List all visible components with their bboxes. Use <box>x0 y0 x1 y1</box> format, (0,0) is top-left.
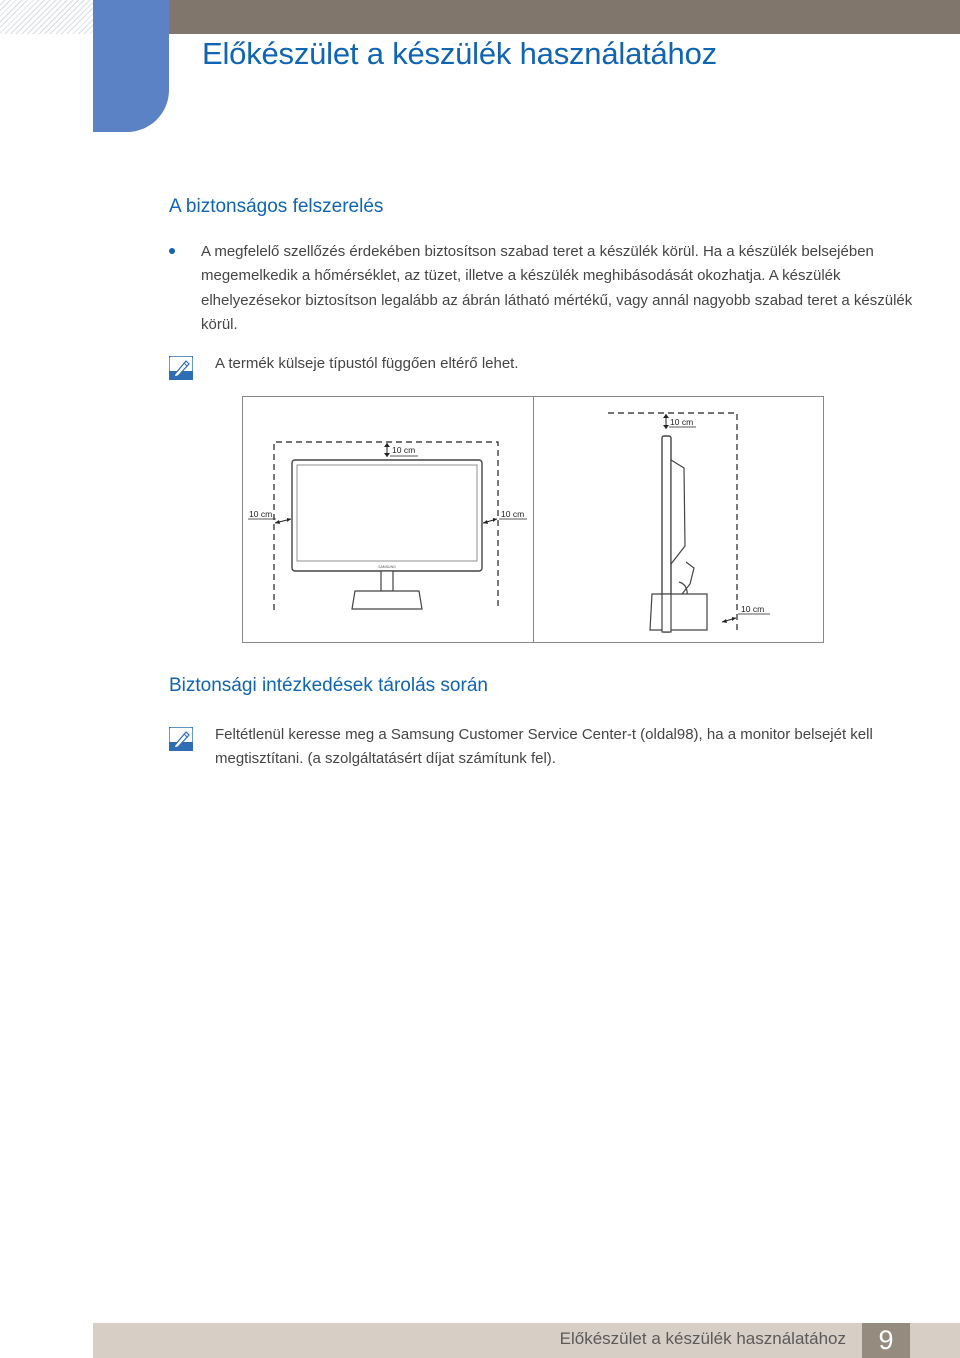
footer-title: Előkészület a készülék használatához <box>559 1329 846 1348</box>
clearance-diagram <box>242 396 824 644</box>
panel-bottom <box>662 594 671 632</box>
note-icon <box>169 727 193 751</box>
front-top-label: 10 cm <box>392 445 416 455</box>
monitor-screen <box>297 465 477 561</box>
note-text-service-center: Feltétlenül keresse meg a Samsung Customer Service Center-t (oldal98), ha a monitor belsejét kell megtisztítani. (a szolgáltatásért díjat számítunk fel). <box>215 726 873 767</box>
monitor-back-housing <box>671 460 685 564</box>
note-icon <box>169 356 193 380</box>
monitor-base <box>352 591 422 609</box>
stand-base-side <box>650 594 707 630</box>
top-hatch-pattern <box>0 0 93 34</box>
page-number: 9 <box>862 1323 910 1358</box>
chapter-tab <box>93 0 169 132</box>
note-text-appearance: A termék külseje típustól függően eltérő lehet. <box>215 355 519 372</box>
section-heading-safe-installation: A biztonságos felszerelés <box>169 196 384 217</box>
front-right-label: 10 cm <box>501 509 525 519</box>
bullet-text: A megfelelő szellőzés érdekében biztosítson szabad teret a készülék körül. Ha a készülék belsejében megemelkedik a hőmérséklet, az tüzet, illetve a készülék meghibásodását okozhatja. A készülék elhelyezésekor biztosítson legalább az ábrán látható mértékű, vagy annál nagyobb szabad teret a készülék körül. <box>201 243 913 334</box>
section-heading-storage-precautions: Biztonsági intézkedések tárolás során <box>169 675 488 696</box>
front-left-label: 10 cm <box>249 509 273 519</box>
page-title: Előkészület a készülék használatához <box>202 36 717 71</box>
monitor-neck <box>381 571 393 591</box>
brand-logo: SAMSUNG <box>378 565 396 569</box>
side-back-label: 10 cm <box>741 604 765 614</box>
bullet-dot <box>169 248 175 254</box>
side-top-label: 10 cm <box>670 417 694 427</box>
footer-bar <box>93 1323 960 1358</box>
